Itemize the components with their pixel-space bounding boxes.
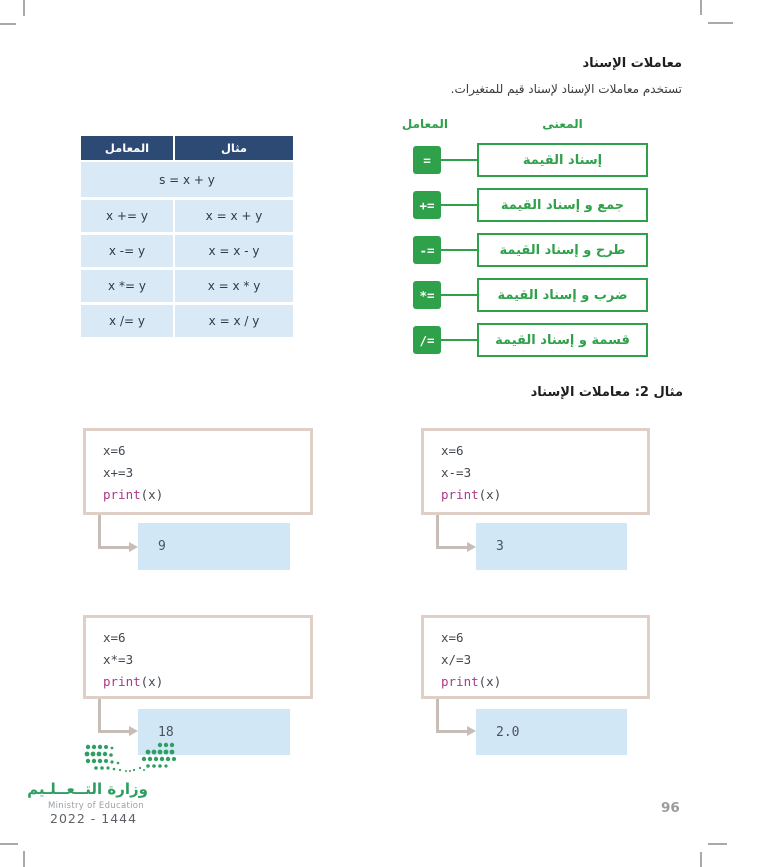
code-example-card <box>421 615 650 740</box>
crop-mark <box>708 843 727 845</box>
meaning-box: ضرب و إسناد القيمة <box>477 278 648 312</box>
table-row <box>81 200 293 232</box>
print-args: (x) <box>478 487 502 502</box>
code-line: x=6 <box>441 443 464 458</box>
crop-mark <box>23 851 25 867</box>
output-value: 9 <box>158 539 166 554</box>
operators-meaning-diagram <box>401 117 652 362</box>
operator-cell: x -= y <box>81 235 173 267</box>
meaning-box: جمع و إسناد القيمة <box>477 188 648 222</box>
operator-chip: *= <box>413 281 441 309</box>
code-line <box>103 671 310 693</box>
crop-mark <box>0 23 16 25</box>
table-header-row <box>81 136 293 160</box>
crop-mark <box>700 0 702 15</box>
output-arrowhead-icon <box>467 542 476 552</box>
operator-chip: = <box>413 146 441 174</box>
ministry-logo-arabic: وزارة التــعــلـيم <box>27 780 148 798</box>
print-keyword: print <box>103 674 141 689</box>
output-value: 3 <box>496 539 504 554</box>
code-line: x=6 <box>441 630 464 645</box>
crop-mark <box>700 852 702 867</box>
example-cell: x = x * y <box>175 270 293 302</box>
code-line: x*=3 <box>103 652 134 667</box>
moe-logo-dots-icon <box>82 742 182 778</box>
code-line <box>441 484 647 506</box>
table-header-example: مثال <box>175 136 293 160</box>
code-box <box>83 615 313 699</box>
code-line: x=6 <box>103 630 126 645</box>
diagram-row <box>406 278 652 312</box>
code-line: x/=3 <box>441 652 472 667</box>
code-example-card <box>83 428 313 554</box>
output-arrowhead-icon <box>129 726 138 736</box>
diagram-row <box>406 323 652 357</box>
operators-table <box>81 136 293 337</box>
table-intro-row: s = x + y <box>81 162 293 197</box>
code-box <box>83 428 313 515</box>
diagram-row <box>406 233 652 267</box>
output-arrowhead-icon <box>467 726 476 736</box>
code-example-card <box>421 428 650 554</box>
connector-line <box>441 294 477 296</box>
operator-chip: /= <box>413 326 441 354</box>
output-box <box>476 523 627 570</box>
connector-line <box>441 204 477 206</box>
table-row <box>81 305 293 337</box>
code-box <box>421 428 650 515</box>
print-keyword: print <box>441 487 479 502</box>
print-keyword: print <box>441 674 479 689</box>
example-heading: مثال 2: معاملات الإسناد <box>530 385 683 400</box>
operator-chip: -= <box>413 236 441 264</box>
ministry-logo-english: Ministry of Education <box>48 801 144 811</box>
code-line: x-=3 <box>441 465 472 480</box>
diagram-meaning-label: المعنى <box>542 117 583 131</box>
code-line <box>441 671 647 693</box>
output-arrow-icon <box>98 730 129 733</box>
code-line: x=6 <box>103 443 126 458</box>
code-box <box>421 615 650 699</box>
output-arrow-icon <box>436 699 439 732</box>
meaning-box: طرح و إسناد القيمة <box>477 233 648 267</box>
output-box <box>476 709 627 755</box>
connector-line <box>441 339 477 341</box>
section-title: معاملات الإسناد <box>582 56 682 71</box>
output-arrowhead-icon <box>129 542 138 552</box>
example-cell: x = x - y <box>175 235 293 267</box>
output-arrow-icon <box>436 546 467 549</box>
table-row <box>81 235 293 267</box>
crop-mark <box>708 22 733 24</box>
table-header-operator: المعامل <box>81 136 173 160</box>
crop-mark <box>0 843 18 845</box>
code-line <box>103 484 310 506</box>
connector-line <box>441 249 477 251</box>
connector-line <box>441 159 477 161</box>
page-number: 96 <box>661 800 680 816</box>
print-keyword: print <box>103 487 141 502</box>
output-arrow-icon <box>98 546 129 549</box>
crop-mark <box>23 0 25 16</box>
meaning-box: إسناد القيمة <box>477 143 648 177</box>
output-value: 18 <box>158 724 174 740</box>
print-args: (x) <box>478 674 502 689</box>
operator-cell: x += y <box>81 200 173 232</box>
meaning-box: قسمة و إسناد القيمة <box>477 323 648 357</box>
print-args: (x) <box>140 674 164 689</box>
code-line: x+=3 <box>103 465 134 480</box>
output-arrow-icon <box>436 515 439 548</box>
diagram-operator-label: المعامل <box>401 117 448 131</box>
output-arrow-icon <box>98 699 101 732</box>
example-cell: x = x / y <box>175 305 293 337</box>
code-example-card <box>83 615 313 740</box>
output-arrow-icon <box>436 730 467 733</box>
operator-cell: x /= y <box>81 305 173 337</box>
edition-year: 2022 - 1444 <box>50 811 138 826</box>
example-cell: x = x + y <box>175 200 293 232</box>
output-arrow-icon <box>98 515 101 548</box>
table-row <box>81 270 293 302</box>
diagram-row <box>406 143 652 177</box>
section-subtitle: تستخدم معاملات الإسناد لإسناد قيم للمتغيرات. <box>450 82 682 96</box>
operator-cell: x *= y <box>81 270 173 302</box>
operator-chip: += <box>413 191 441 219</box>
print-args: (x) <box>140 487 164 502</box>
output-box <box>138 523 290 570</box>
diagram-row <box>406 188 652 222</box>
output-value: 2.0 <box>496 724 520 740</box>
